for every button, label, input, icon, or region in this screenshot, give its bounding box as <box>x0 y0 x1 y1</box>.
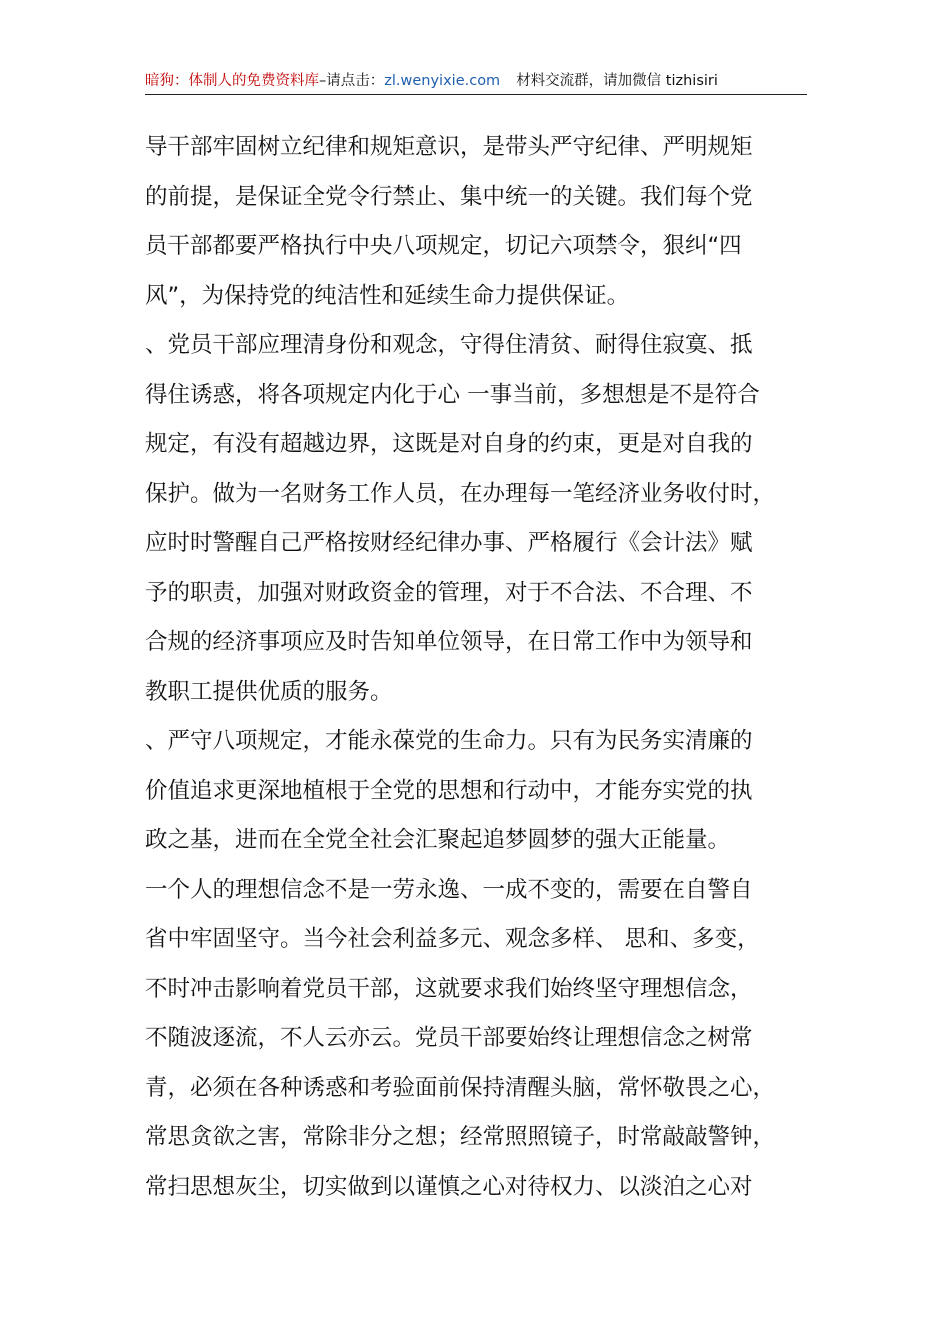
text-line: 得住诱惑，将各项规定内化于心 一事当前，多想想是不是符合 <box>145 381 760 408</box>
text-line: 政之基，进而在全党全社会汇聚起追梦圆梦的强大正能量。 <box>145 827 731 853</box>
text-line: 一个人的理想信念不是一劳永逸、一成不变的，需要在自警自 <box>145 876 753 903</box>
text-line: 价值追求更深地植根于全党的思想和行动中，才能夯实党的执 <box>145 777 753 804</box>
header-brand: 暗狗：体制人的免费资料库 <box>145 73 319 89</box>
text-line: 常思贪欲之害，常除非分之想；经常照照镜子，时常敲敲警钟， <box>145 1124 776 1150</box>
text-line: 导干部牢固树立纪律和规矩意识，是带头严守纪律、严明规矩 <box>145 134 753 160</box>
text-line: 教职工提供优质的服务。 <box>145 678 393 705</box>
text-line: 不随波逐流，不人云亦云。党员干部要始终让理想信念之树常 <box>145 1025 753 1051</box>
text-line: 规定，有没有超越边界，这既是对自身的约束，更是对自我的 <box>145 431 753 457</box>
header-link[interactable]: zl.wenyixie.com <box>384 73 501 89</box>
text-line: 应时时警醒自己严格按财经纪律办事、严格履行《会计法》赋 <box>145 530 753 556</box>
text-line: 不时冲击影响着党员干部，这就要求我们始终坚守理想信念， <box>145 975 753 1002</box>
text-line: 常扫思想灰尘，切实做到以谨慎之心对待权力、以淡泊之心对 <box>145 1173 753 1200</box>
text-line: 员干部都要严格执行中央八项规定，切记六项禁令，狠纠“四 <box>145 233 742 259</box>
document-body <box>145 123 807 1212</box>
text-line: 的前提，是保证全党令行禁止、集中统一的关键。我们每个党 <box>145 183 753 210</box>
text-line: 风”，为保持党的纯洁性和延续生命力提供保证。 <box>145 282 630 309</box>
text-line: 予的职责，加强对财政资金的管理，对于不合法、不合理、不 <box>145 579 753 606</box>
text-line: 青，必须在各种诱惑和考验面前保持清醒头脑，常怀敬畏之心， <box>145 1074 776 1101</box>
header-prompt: –请点击： <box>319 73 385 89</box>
page-header <box>145 68 807 95</box>
text-line: 保护。做为一名财务工作人员，在办理每一笔经济业务收付时， <box>145 480 776 507</box>
text-line: 合规的经济事项应及时告知单位领导，在日常工作中为领导和 <box>145 629 753 655</box>
text-line: 、严守八项规定，才能永葆党的生命力。只有为民务实清廉的 <box>145 728 753 754</box>
text-line: 、党员干部应理清身份和观念，守得住清贫、耐得住寂寞、抵 <box>145 332 753 358</box>
text-line: 省中牢固坚守。当今社会利益多元、观念多样、 思和、多变， <box>145 926 760 952</box>
header-contact: 材料交流群，请加微信 tizhisiri <box>516 73 718 89</box>
